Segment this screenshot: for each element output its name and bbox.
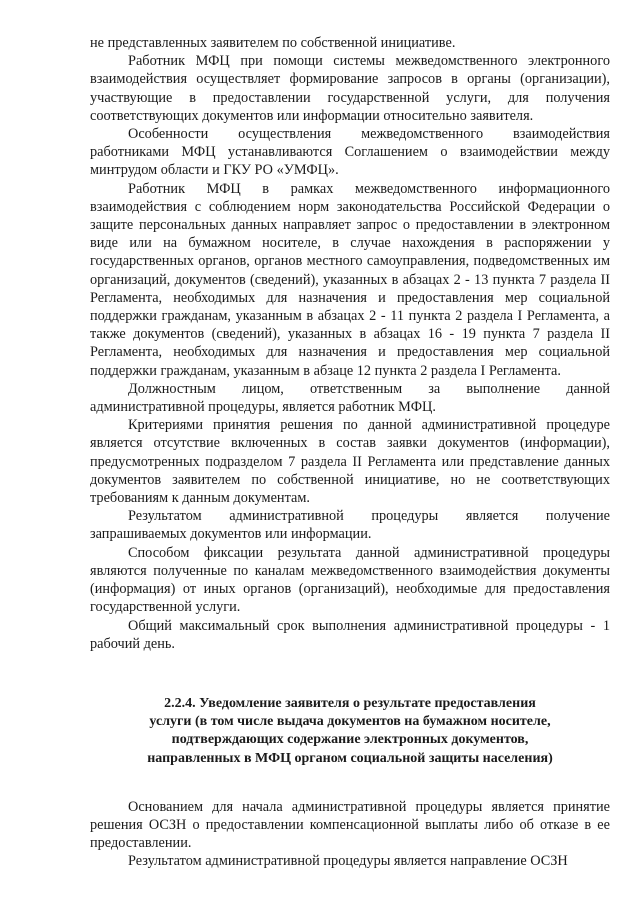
paragraph: Способом фиксации результата данной административной процедуры являются полученные по каналам межведомственного взаимодействия документы (информация) от иных органов (организаций), необходимые для предоставления государственной услуги. [90, 544, 610, 616]
heading-line: подтверждающих содержание электронных документов, [171, 732, 529, 748]
section-heading [90, 695, 610, 768]
paragraph: Должностным лицом, ответственным за выполнение данной административной процедуры, является работник МФЦ. [90, 380, 610, 416]
document-page [90, 34, 610, 871]
heading-line: направленных в МФЦ органом социальной защиты населения) [147, 750, 553, 766]
heading-line: 2.2.4. Уведомление заявителя о результате предоставления [164, 695, 536, 711]
paragraph: Результатом административной процедуры является получение запрашиваемых документов или информации. [90, 508, 610, 543]
paragraph: Критериями принятия решения по данной административной процедуре является отсутствие включенных в состав заявки документов (информации), предусмотренных подразделом 7 раздела II Регламента или представление данных документов заявителем по собственной инициативе, но не соответствующих требованиям к данным документам. [90, 417, 610, 507]
spacer [90, 768, 610, 798]
body-top [90, 34, 610, 653]
body-bottom [90, 798, 610, 871]
heading-line: услуги (в том числе выдача документов на бумажном носителе, [149, 714, 551, 730]
paragraph: не представленных заявителем по собственной инициативе. [90, 35, 456, 51]
spacer [90, 653, 610, 695]
paragraph: Основанием для начала административной процедуры является принятие решения ОСЗН о предоставлении компенсационной выплаты либо об отказе в ее предоставлении. [90, 798, 610, 852]
paragraph: Работник МФЦ в рамках межведомственного информационного взаимодействия с соблюдением норм законодательства Российской Федерации о защите персональных данных направляет запрос о предоставлении в электронном виде или на бумажном носителе, в случае нахождения в распоряжении у государственных органов, органов местного самоуправления, подведомственных им организаций, документов (сведений), указанных в абзацах 2 - 13 пункта 7 раздела II Регламента, необходимых для назначения и предоставления мер социальной поддержки гражданам, указанным в абзацах 2 - 11 пункта 2 раздела I Регламента, а также документов (сведений), указанных в абзацах 16 - 19 пункта 7 раздела II Регламента, необходимых для назначения и предоставления мер социальной поддержки гражданам, указанным в абзаце 12 пункта 2 раздела I Регламента. [90, 180, 610, 379]
paragraph: Результатом административной процедуры является направление ОСЗН [128, 853, 568, 870]
paragraph: Общий максимальный срок выполнения административной процедуры - 1 рабочий день. [90, 617, 610, 652]
paragraph: Особенности осуществления межведомственного взаимодействия работниками МФЦ устанавливаются Соглашением о взаимодействии между минтрудом области и ГКУ РО «УМФЦ». [90, 126, 610, 179]
paragraph: Работник МФЦ при помощи системы межведомственного электронного взаимодействия осуществляет формирование запросов в органы (организации), участвующие в предоставлении государственной услуги, для получения соответствующих документов или информации относительно заявителя. [90, 53, 610, 124]
